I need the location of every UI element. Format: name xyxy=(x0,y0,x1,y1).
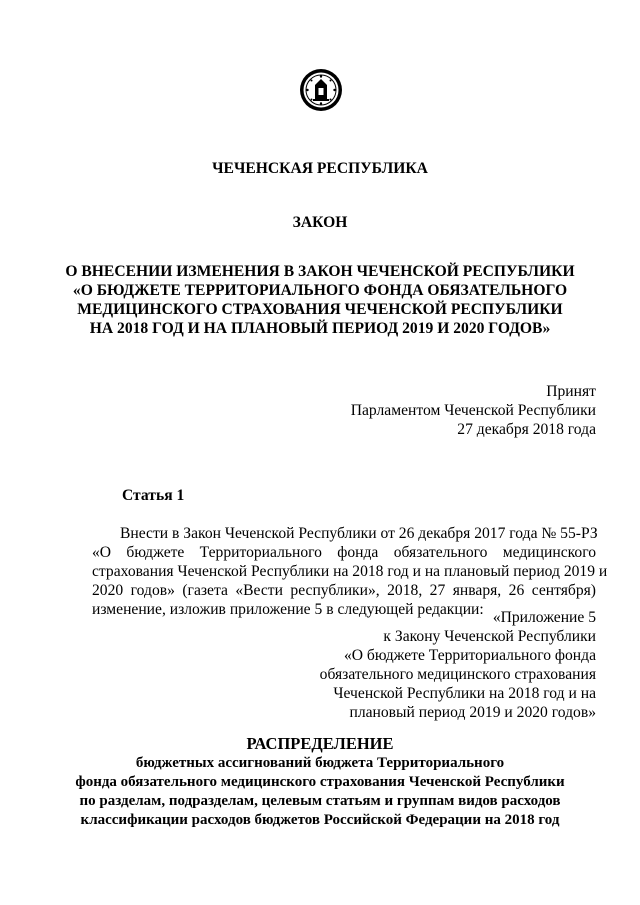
adoption-line: 27 декабря 2018 года xyxy=(457,421,596,438)
article-line: 2020 годов» (газета «Вести республики», 2018, 27 января, 26 сентября) xyxy=(92,582,596,599)
appendix-line: обязательного медицинского страхования xyxy=(319,666,596,683)
appendix-line: плановый период 2019 и 2020 годов» xyxy=(349,704,596,721)
law-title-line: «О БЮДЖЕТЕ ТЕРРИТОРИАЛЬНОГО ФОНДА ОБЯЗАТЕЛЬНОГО xyxy=(72,282,568,299)
appendix-line: «О бюджете Территориального фонда xyxy=(343,647,596,664)
distribution-line: бюджетных ассигнований бюджета Территориального xyxy=(135,755,505,771)
appendix-block xyxy=(320,608,596,722)
chechen-republic-emblem-icon xyxy=(299,68,343,112)
republic-name: ЧЕЧЕНСКАЯ РЕСПУБЛИКА xyxy=(212,160,428,177)
law-title-line: МЕДИЦИНСКОГО СТРАХОВАНИЯ ЧЕЧЕНСКОЙ РЕСПУБЛИКИ xyxy=(77,301,563,318)
law-title-line: НА 2018 ГОД И НА ПЛАНОВЫЙ ПЕРИОД 2019 И 2020 ГОДОВ» xyxy=(89,320,551,337)
article-heading: Статья 1 xyxy=(122,487,185,504)
appendix-line: «Приложение 5 xyxy=(492,609,596,626)
distribution-line: фонда обязательного медицинского страхования Чеченской Республики xyxy=(75,774,565,790)
article-line: страхования Чеченской Республики на 2018 год и на плановый период 2019 и xyxy=(92,563,608,580)
distribution-line: по разделам, подразделам, целевым статьям и группам видов расходов xyxy=(79,793,561,809)
law-title xyxy=(60,262,580,338)
appendix-line: Чеченской Республики на 2018 год и на xyxy=(333,685,596,702)
adoption-line: Парламентом Чеченской Республики xyxy=(350,402,596,419)
article-body xyxy=(92,524,608,619)
distribution-line: классификации расходов бюджетов Российской Федерации на 2018 год xyxy=(80,812,560,828)
article-line: Внести в Закон Чеченской Республики от 26 декабря 2017 года № 55-РЗ xyxy=(120,525,598,542)
distribution-block xyxy=(60,733,580,830)
law-title-line: О ВНЕСЕНИИ ИЗМЕНЕНИЯ В ЗАКОН ЧЕЧЕНСКОЙ РЕСПУБЛИКИ xyxy=(65,263,575,280)
distribution-heading: РАСПРЕДЕЛЕНИЕ xyxy=(246,734,394,753)
doc-type: ЗАКОН xyxy=(292,214,348,231)
adoption-line: Принят xyxy=(546,383,596,400)
appendix-line: к Закону Чеченской Республики xyxy=(383,628,596,645)
adoption-block xyxy=(351,382,596,439)
article-line: изменение, изложив приложение 5 в следующей редакции: xyxy=(92,601,484,618)
article-line: «О бюджете Территориального фонда обязательного медицинского xyxy=(92,544,596,561)
